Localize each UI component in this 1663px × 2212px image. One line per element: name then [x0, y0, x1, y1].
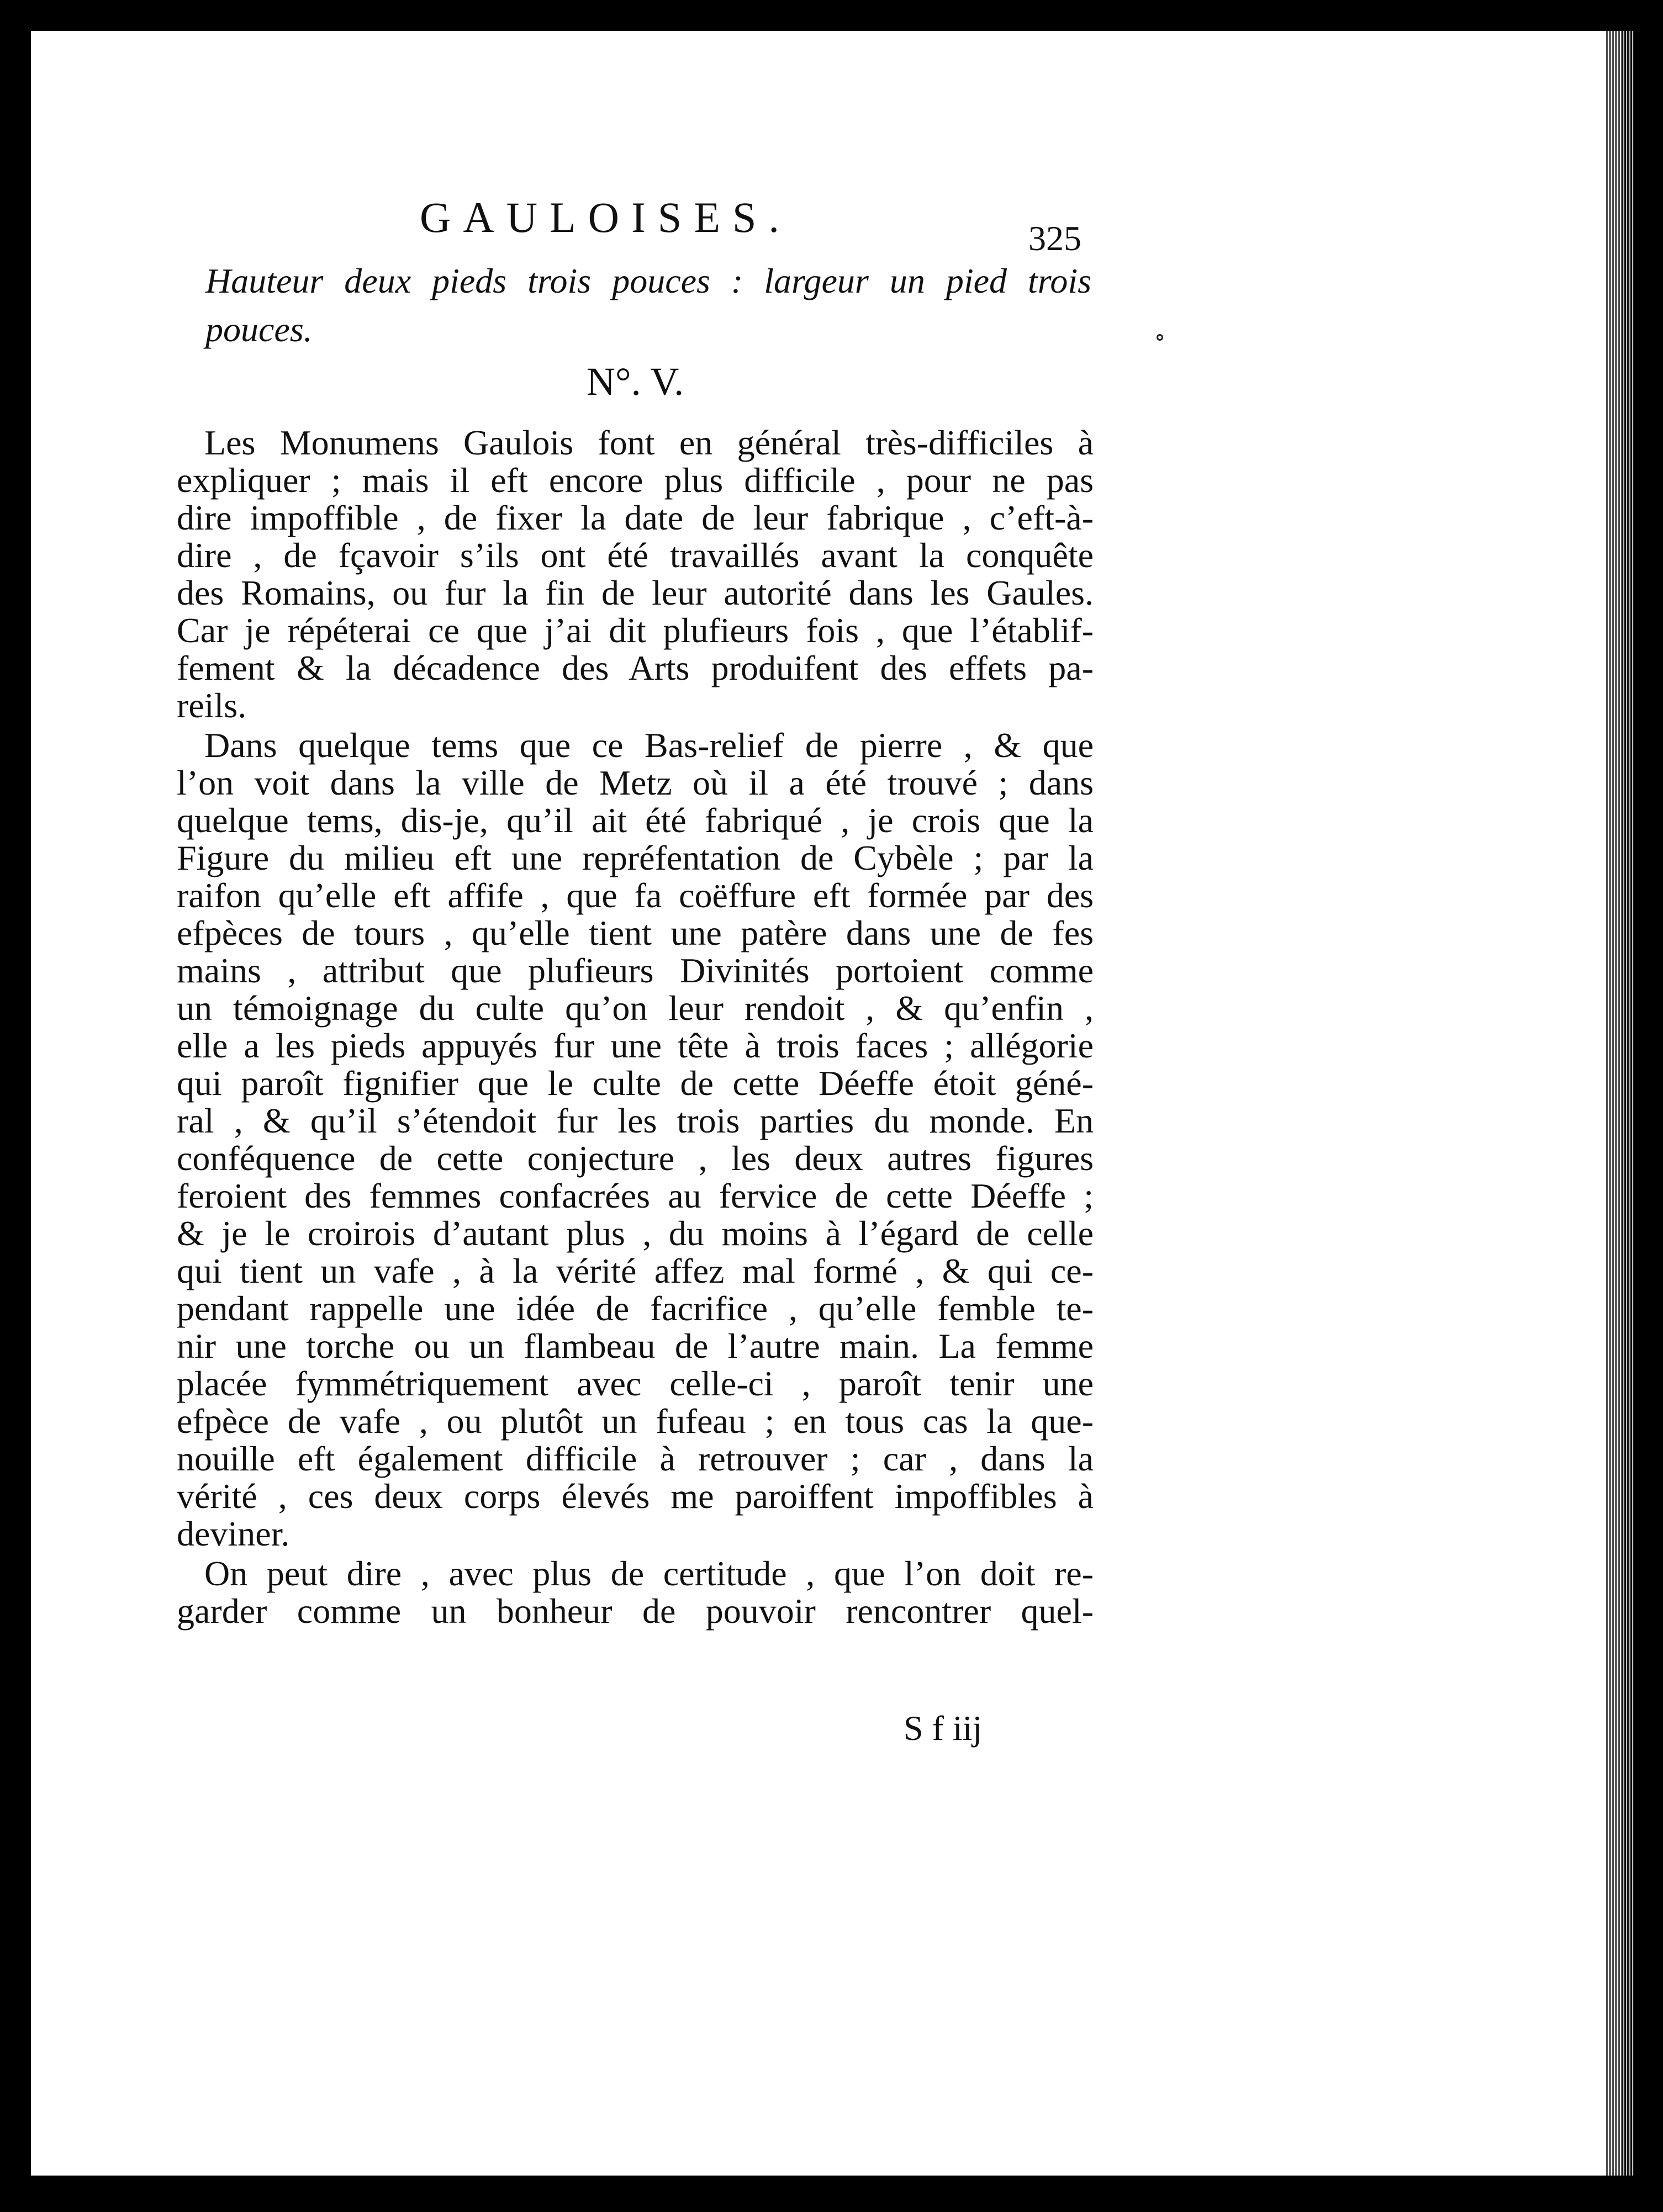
paragraph-2-line-7: mains , attribut que plufieurs Divinités portoient comme — [177, 951, 1094, 990]
paragraph-1-line-1: Les Monumens Gaulois font en général très-difficiles à — [204, 423, 1094, 462]
paragraph-2-line-22: deviner. — [177, 1514, 290, 1553]
paragraph-2-line-13: feroient des femmes confacrées au fervice de cette Déeffe ; — [177, 1176, 1094, 1215]
paragraph-2-line-19: efpèce de vafe , ou plutôt un fufeau ; en tous cas la que- — [177, 1401, 1094, 1441]
paragraph-3-line-1: On peut dire , avec plus de certitude , que l’on doit re- — [204, 1554, 1094, 1593]
paragraph-1-line-3: dire impoffible , de fixer la date de leur fabrique , c’eft-à- — [177, 498, 1094, 537]
paragraph-2-line-11: ral , & qu’il s’étendoit fur les trois parties du monde. En — [177, 1101, 1094, 1140]
ink-spot — [1157, 334, 1163, 341]
paragraph-2-line-21: vérité , ces deux corps élevés me paroiffent impoffibles à — [177, 1477, 1094, 1516]
paragraph-2-line-14: & je le croirois d’autant plus , du moins à l’égard de celle — [177, 1214, 1094, 1253]
paragraph-1-line-2: expliquer ; mais il eft encore plus difficile , pour ne pas — [177, 461, 1094, 500]
paragraph-2-line-20: nouille eft également difficile à retrouver ; car , dans la — [177, 1439, 1094, 1478]
paragraph-2-line-15: qui tient un vafe , à la vérité affez mal formé , & qui ce- — [177, 1251, 1094, 1290]
paragraph-2-line-1: Dans quelque tems que ce Bas-relief de pierre , & que — [204, 726, 1094, 765]
paragraph-2-line-5: raifon qu’elle eft affife , que fa coëffure eft formée par des — [177, 876, 1094, 915]
paragraph-2-line-8: un témoignage du culte qu’on leur rendoit , & qu’enfin , — [177, 988, 1094, 1028]
paragraph-1-line-4: dire , de fçavoir s’ils ont été travaillés avant la conquête — [177, 536, 1094, 575]
paragraph-2-line-18: placée fymmétriquement avec celle-ci , paroît tenir une — [177, 1364, 1094, 1403]
paragraph-1-line-5: des Romains, ou fur la fin de leur autorité dans les Gaules. — [177, 573, 1094, 612]
paragraph-2-line-12: conféquence de cette conjecture , les deux autres figures — [177, 1139, 1094, 1178]
paragraph-1-line-6: Car je répéterai ce que j’ai dit plufieurs fois , que l’établif- — [177, 611, 1094, 650]
signature-mark: S f iij — [904, 1708, 983, 1748]
body-text — [177, 424, 1094, 1630]
paragraph-2-line-4: Figure du milieu eft une repréfentation de Cybèle ; par la — [177, 838, 1094, 877]
paragraph-1-line-8: reils. — [177, 686, 247, 725]
paragraph-2-line-10: qui paroît fignifier que le culte de cette Déeffe étoit géné- — [177, 1063, 1094, 1103]
paragraph-2-line-3: quelque tems, dis-je, qu’il ait été fabriqué , je crois que la — [177, 801, 1094, 840]
running-head: GAULOISES. — [420, 193, 791, 241]
paragraph-1-line-7: fement & la décadence des Arts produifent des effets pa- — [177, 648, 1094, 687]
paragraph-2-line-2: l’on voit dans la ville de Metz où il a été trouvé ; dans — [177, 763, 1094, 802]
paragraph-2-line-6: efpèces de tours , qu’elle tient une patère dans une de fes — [177, 913, 1094, 952]
paragraph-2-line-9: elle a les pieds appuyés fur une tête à trois faces ; allégorie — [177, 1026, 1094, 1065]
paragraph-3-line-2: garder comme un bonheur de pouvoir rencontrer quel- — [177, 1591, 1094, 1631]
dimensions-note: Hauteur deux pieds trois pouces : largeur un pied trois pouces. — [205, 261, 1091, 349]
paragraph-2-line-16: pendant rappelle une idée de facrifice , qu’elle femble te- — [177, 1289, 1094, 1328]
page-number: 325 — [1028, 219, 1081, 258]
paragraph-2-line-17: nir une torche ou un flambeau de l’autre main. La femme — [177, 1326, 1094, 1366]
section-heading: N°. V. — [586, 359, 684, 404]
